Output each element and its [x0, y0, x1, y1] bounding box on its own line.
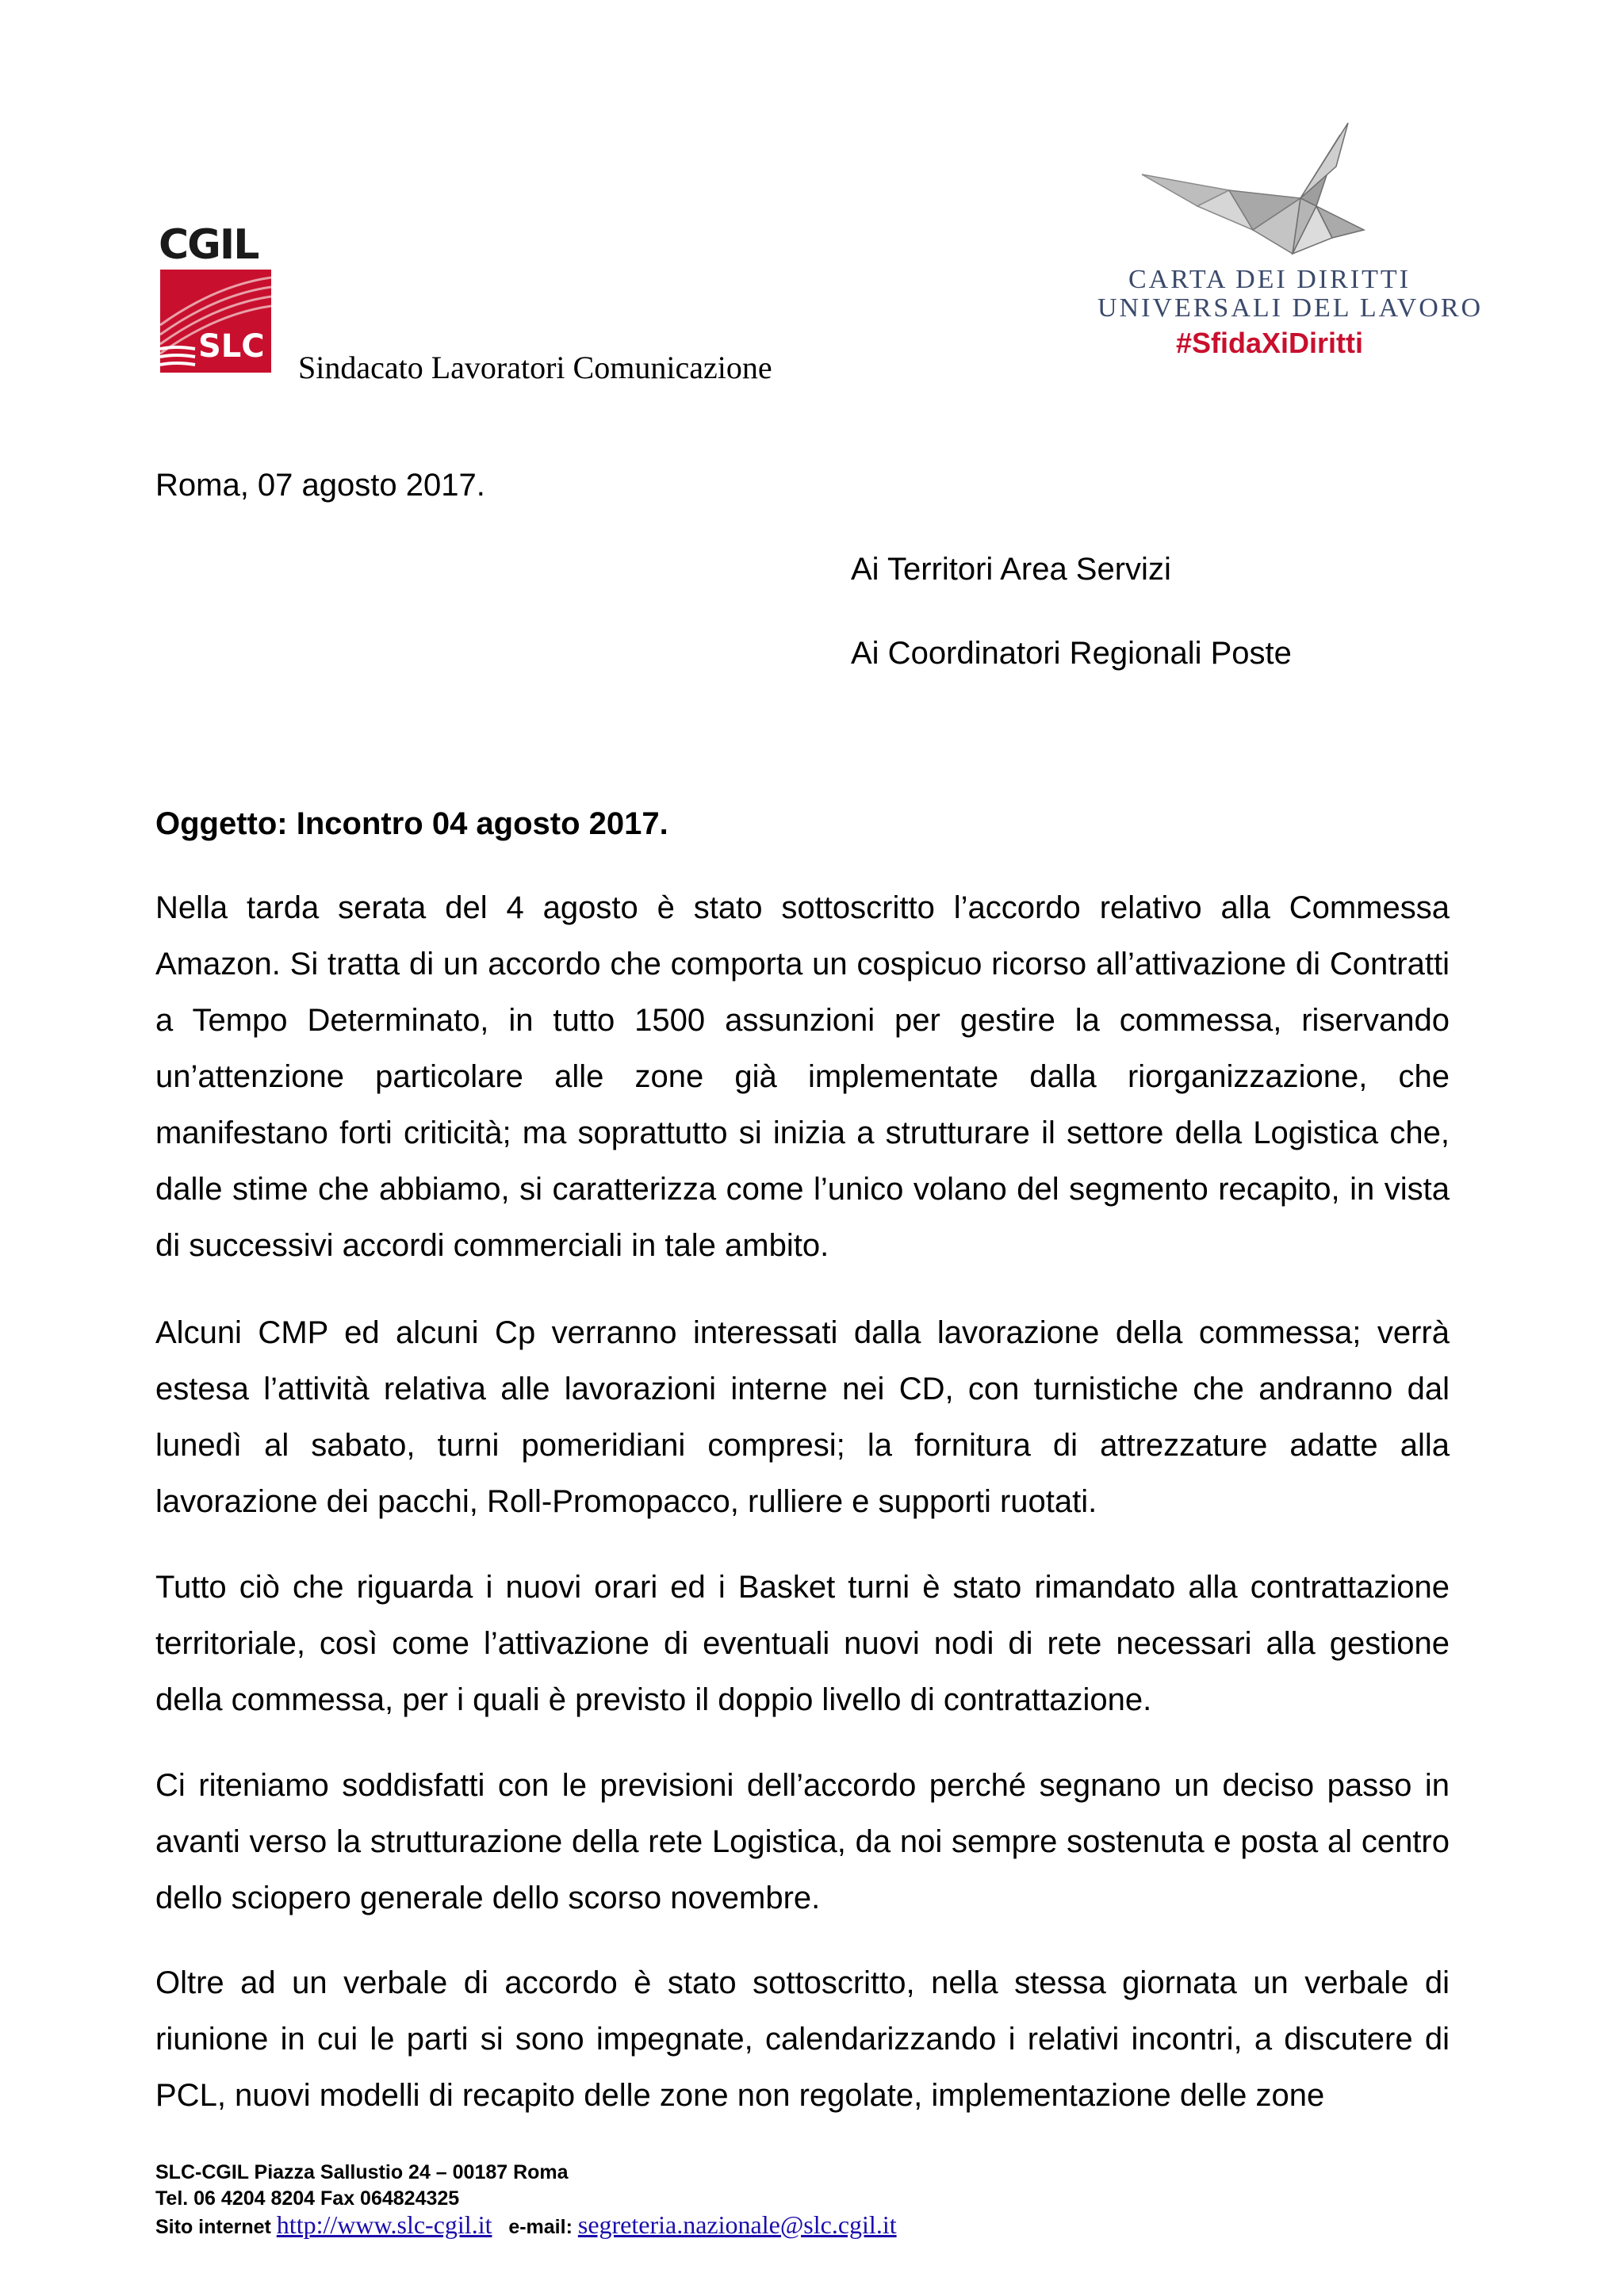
body-paragraph: Oltre ad un verbale di accordo è stato sottoscritto, nella stessa giornata un verbale di riunione in cui le parti si sono impegnate, calendarizzando i relativi incontri, a discutere di PCL, nuovi modelli di recapito delle zone non regolate, implementazione delle zone	[155, 1965, 1450, 2113]
body-paragraph: Ci riteniamo soddisfatti con le previsioni dell’accordo perché segnano un deciso passo in avanti verso la strutturazione della rete Logistica, da noi sempre sostenuta e posta al centro dello sciopero generale dello scorso novembre.	[155, 1768, 1450, 1915]
carta-logo-line2: UNIVERSALI DEL LAVORO	[1097, 293, 1484, 323]
carta-hashtag: #SfidaXiDiritti	[1175, 327, 1364, 359]
slc-logo-text: SLC	[198, 328, 265, 365]
body-paragraph: Tutto ciò che riguarda i nuovi orari ed i Basket turni è stato rimandato alla contrattazione territoriale, così come l’attivazione di eventuali nuovi nodi di rete necessari alla gestione della commessa, per i quali è previsto il doppio livello di contrattazione.	[155, 1570, 1450, 1717]
recipient-line: Ai Coordinatori Regionali Poste	[851, 636, 1292, 671]
carta-logo-line1: CARTA DEI DIRITTI	[1128, 265, 1411, 294]
footer-contacts	[155, 2212, 897, 2241]
letter-date: Roma, 07 agosto 2017.	[155, 468, 485, 503]
footer-address: SLC-CGIL Piazza Sallustio 24 – 00187 Roma	[155, 2161, 569, 2183]
footer-phone: Tel. 06 4204 8204 Fax 064824325	[155, 2187, 460, 2210]
organization-name: Sindacato Lavoratori Comunicazione	[298, 350, 772, 385]
letter-subject: Oggetto: Incontro 04 agosto 2017.	[155, 806, 668, 841]
cgil-logo-text: CGIL	[159, 221, 259, 269]
body-paragraph: Alcuni CMP ed alcuni Cp verranno interessati dalla lavorazione della commessa; verrà estesa l’attività relativa alle lavorazioni interne nei CD, con turnistiche che andranno dal lunedì al sabato, turni pomeridiani compresi; la fornitura di attrezzature adatte alla lavorazione dei pacchi, Roll-Promopacco, rulliere e supporti ruotati.	[155, 1315, 1450, 1519]
email-link[interactable]: segreteria.nazionale@slc.cgil.it	[577, 2210, 897, 2239]
website-link[interactable]: http://www.slc-cgil.it	[276, 2210, 492, 2239]
letter-footer	[155, 2160, 897, 2241]
footer-site-label: Sito internet	[155, 2216, 271, 2238]
recipient-line: Ai Territori Area Servizi	[851, 552, 1171, 587]
origami-bird-icon	[1134, 119, 1372, 277]
footer-email-label: e-mail:	[508, 2216, 573, 2238]
body-paragraph: Nella tarda serata del 4 agosto è stato sottoscritto l’accordo relativo alla Commessa Amazon. Si tratta di un accordo che comporta un cospicuo ricorso all’attivazione di Contratti a Tempo Determinato, in tutto 1500 assunzioni per gestire la commessa, riservando un’attenzione particolare alle zone già implementate dalla riorganizzazione, che manifestano forti criticità; ma soprattutto si inizia a strutturare il settore della Logistica che, dalle stime che abbiamo, si caratterizza come l’unico volano del segmento recapito, in vista di successivi accordi commerciali in tale ambito.	[155, 890, 1450, 1263]
